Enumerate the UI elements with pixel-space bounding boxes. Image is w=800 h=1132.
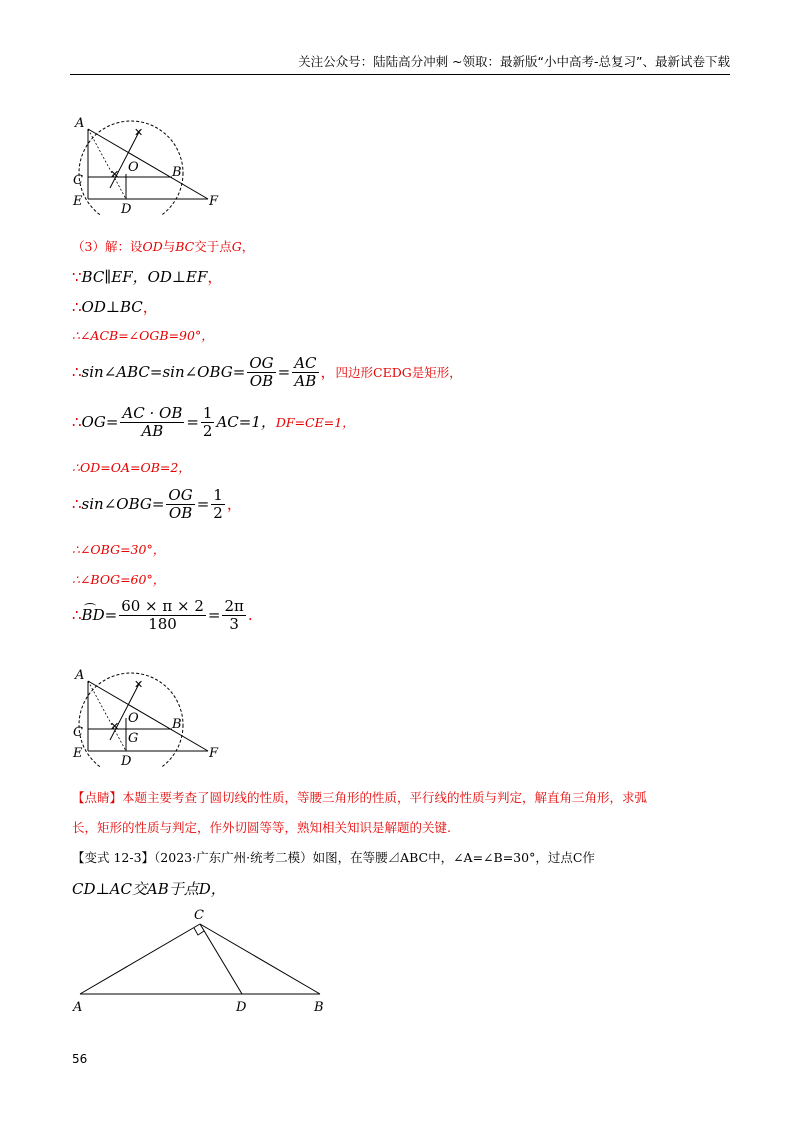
figure-2-dashed-AD — [88, 681, 126, 751]
comment-line-2: 长，矩形的性质与判定，作外切圆等等，熟知相关知识是解题的关键. — [72, 820, 451, 835]
figure-2-label-G: G — [128, 731, 139, 746]
fraction-ac-ab: $\frac{AC}{AB}$ — [294, 354, 317, 391]
figure-1 — [70, 100, 230, 215]
figure-1-label-C: C — [73, 173, 83, 188]
figure-1-label-D: D — [121, 202, 132, 215]
figure-3-line-CB — [200, 924, 320, 994]
figure-2 — [70, 652, 230, 767]
solution-line-4: ∴∠ACB=∠OGB=90°， — [72, 328, 214, 343]
solution-line-7: ∴OD=OA=OB=2， — [72, 460, 191, 475]
solution-line-10: ∴∠BOG=60°， — [72, 572, 166, 587]
figure-2-cross-2: ✕ — [110, 720, 120, 733]
figure-3-label-B: B — [314, 1000, 324, 1015]
fraction-ac-ob-ab: $\frac{AC \cdot OB}{AB}$ — [122, 404, 183, 441]
solution-line-11: ∴BD= $\frac{60 \times \pi \times 2}{180}$ = $\frac{2\pi}{3}$ . — [72, 597, 253, 634]
fraction-og-ob: $\frac{OG}{OB}$ — [249, 354, 274, 391]
figure-2-label-O: O — [128, 711, 139, 726]
figure-2-label-D: D — [121, 754, 132, 767]
figure-1-label-O: O — [128, 160, 139, 175]
figure-3-line-AC — [80, 924, 200, 994]
figure-2-label-A: A — [75, 668, 85, 683]
solution-line-9: ∴∠OBG=30°， — [72, 542, 166, 557]
figure-3 — [70, 902, 340, 1022]
solution-line-8: ∴sin∠OBG= $\frac{OG}{OB}$ = $\frac{1}{2}$ ， — [72, 486, 242, 523]
figure-1-label-F: F — [209, 194, 219, 209]
figure-2-label-B: B — [172, 717, 182, 732]
figure-1-cross-2: ✕ — [110, 168, 120, 181]
figure-1-dashed-AD — [88, 129, 126, 199]
fraction-og-ob-2: $\frac{OG}{OB}$ — [168, 486, 193, 523]
solution-line-3: ∴OD⊥BC， — [72, 298, 158, 316]
figure-1-label-B: B — [172, 165, 182, 180]
figure-2-label-F: F — [209, 746, 219, 761]
figure-3-line-CD — [200, 924, 242, 994]
fraction-2pi-3: $\frac{2\pi}{3}$ — [224, 597, 244, 634]
page-number: 56 — [72, 1052, 88, 1066]
page-header — [70, 52, 730, 75]
figure-2-cross-1: ✕ — [134, 678, 144, 691]
figure-2-label-C: C — [73, 725, 83, 740]
fraction-1-2: $\frac{1}{2}$ — [202, 404, 213, 441]
figure-3-label-A: A — [73, 1000, 83, 1015]
figure-1-line-AF — [88, 129, 208, 199]
figure-3-label-C: C — [194, 908, 204, 923]
figure-2-label-E: E — [73, 746, 83, 761]
comment-line-1: 【点睛】本题主要考查了圆切线的性质，等腰三角形的性质，平行线的性质与判定，解直角三角形，求弧 — [72, 790, 648, 805]
fraction-1-2-b: $\frac{1}{2}$ — [213, 486, 223, 523]
figure-1-label-A: A — [75, 116, 85, 131]
header-text: 关注公众号：陆陆高分冲刺 ~领取：最新版“小中高考-总复习”、最新试卷下载 — [298, 54, 730, 69]
variant-line-1: 【变式 12-3】（2023·广东广州·统考二模）如图，在等腰⊿ABC中，∠A=∠B=30°，过点C作 — [72, 850, 595, 865]
solution-line-5: ∴sin∠ABC=sin∠OBG= $\frac{OG}{OB}$ = $\frac{AC}{AB}$ ，四边形CEDG是矩形， — [72, 354, 462, 391]
variant-line-2: CD⊥AC交AB于点D， — [72, 880, 226, 898]
figure-1-cross-1: ✕ — [134, 126, 144, 139]
figure-2-line-AF — [88, 681, 208, 751]
arc-bd: BD — [81, 605, 105, 624]
figure-3-label-D: D — [236, 1000, 247, 1015]
solution-line-6: ∴OG= $\frac{AC \cdot OB}{AB}$ = $\frac{1}{2}$ AC=1，DF=CE=1， — [72, 404, 355, 441]
figure-1-label-E: E — [73, 194, 83, 209]
solution-line-2: ∵BC∥EF，OD⊥EF， — [72, 268, 223, 286]
fraction-arc-length: $\frac{60 \times \pi \times 2}{180}$ — [121, 597, 204, 634]
solution-line-1: （3）解：设OD与BC交于点G， — [72, 239, 255, 254]
